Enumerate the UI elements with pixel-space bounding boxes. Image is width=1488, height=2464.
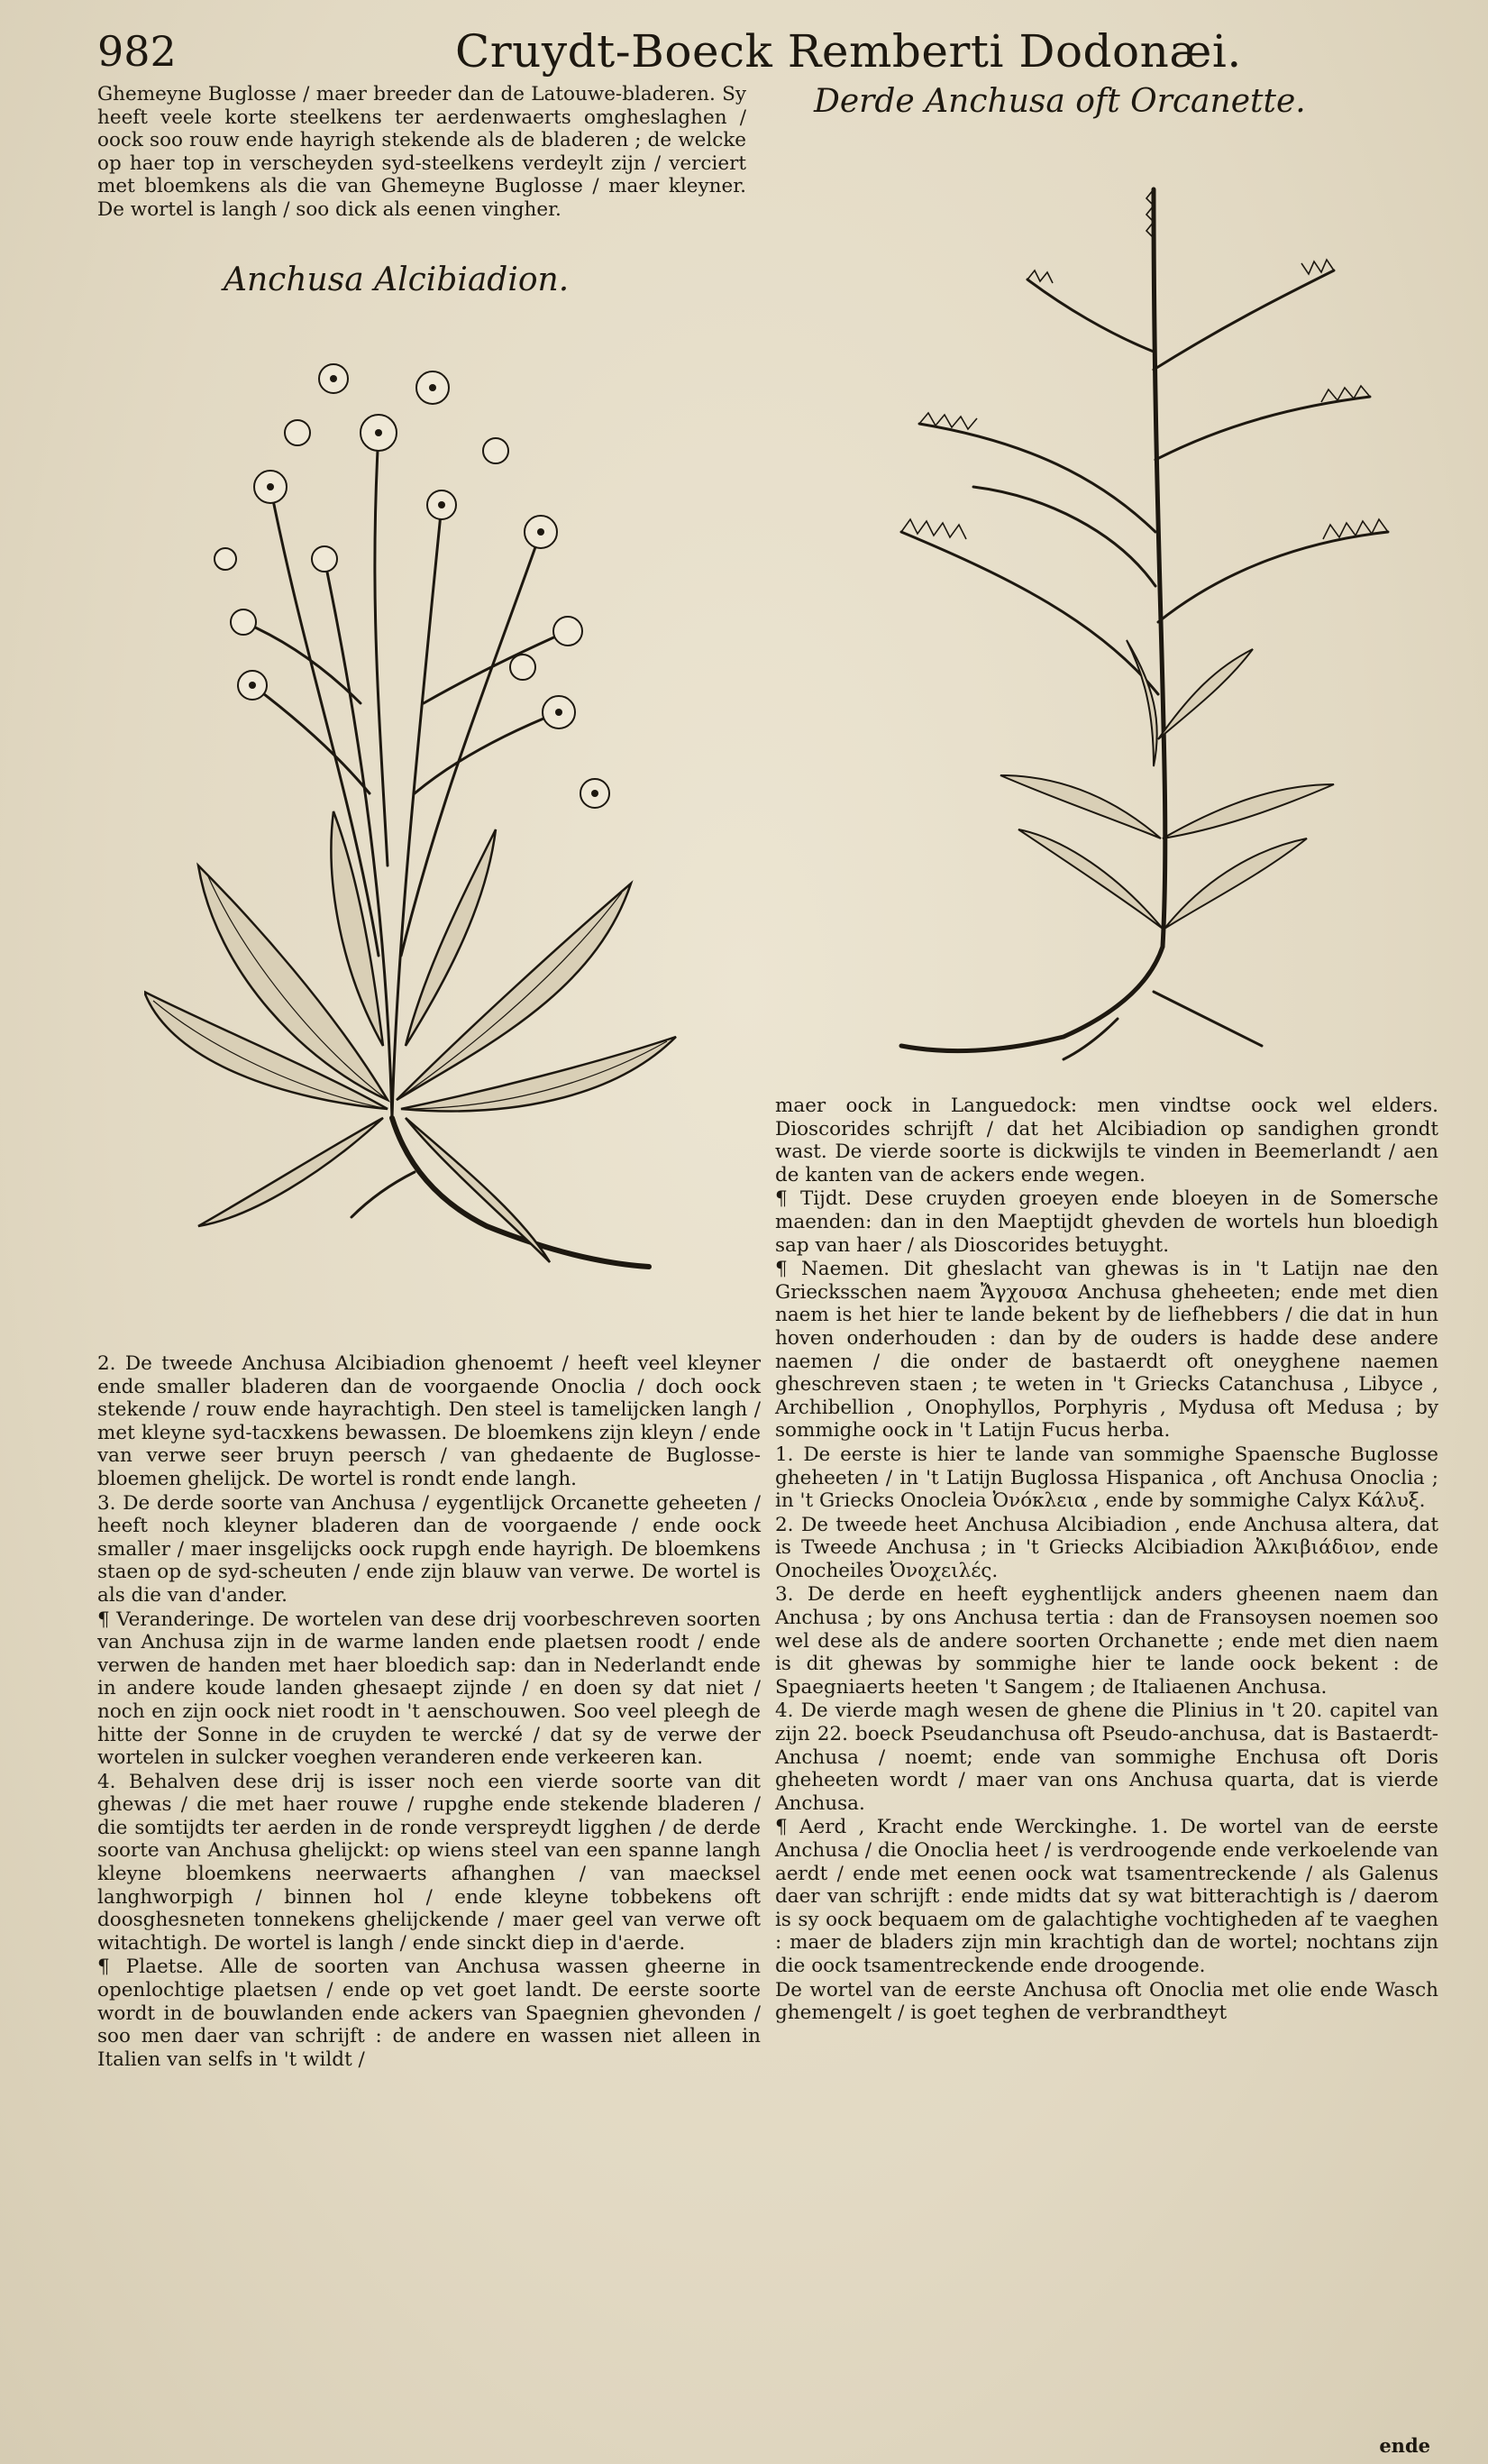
paragraph: ¶ Aerd , Kracht ende Werckinghe. 1. De wortel van de eerste Anchusa / die Onoclia heet / is verdroogende ende verkoelende van aerdt / ende met eenen oock wat tsamentreckende / als Galenus daer van schrijft : ende midts dat sy wat bitterachtigh is / daerom is sy oock bequaem om de galachtighe vochtigheden af te vaeghen : maer de bladers zijn min krachtigh dan de wortel; nochtans zijn die oock tsamentreckende ende droogende.: [775, 1816, 1438, 1977]
paragraph: 3. De derde soorte van Anchusa / eygentlijck Orcanette geheeten / heeft noch kleyner bladeren dan de voorgaende / ende oock smaller / maer insgelijcks oock rupgh ende hayrigh. De bloemkens staen op de syd-scheuten / ende zijn blauw van verwe. De wortel is als die van d'ander.: [97, 1491, 761, 1607]
figure-title-derde-anchusa: Derde Anchusa oft Orcanette.: [814, 83, 1306, 120]
paragraph: De wortel van de eerste Anchusa oft Onoclia met olie ende Wasch ghemengelt / is goet teghen de verbrandtheyt: [775, 1978, 1438, 2025]
left-column-top-text: [97, 83, 746, 222]
paragraph: 3. De derde en heeft eyghentlijck anders gheenen naem dan Anchusa ; by ons Anchusa tertia : dan de Fransoysen noemen soo wel dese als de andere soorten Orchanette ; ende met dien naem is dit ghewas by sommighe hier te lande oock bekent : de Spaegniaerts heeten 't Sangem ; de Italiaenen Anchusa.: [775, 1583, 1438, 1699]
woodcut-derde-anchusa: [883, 153, 1406, 1064]
paragraph: ¶ Veranderinge. De wortelen van dese drij voorbeschreven soorten van Anchusa zijn in de warme landen ende plaetsen roodt / ende verwen de handen met haer bloedich sap: dan in Nederlandt ende in andere koude landen ghesaept zijnde / en doen sy dat niet / noch en zijn oock niet roodt in 't aenschouwen. Soo veel pleegh de hitte der Sonne in de cruyden te wercké / dat sy de verwe der wortelen in sulcker voeghen veranderen ende verkeeren kan.: [97, 1608, 761, 1770]
paragraph: ¶ Naemen. Dit gheslacht van ghewas is in 't Latijn nae den Griecksschen naem Ἄγχουσα Anchusa gheheeten; ende met dien naem is het hier te lande bekent by de liefhebbers / die dat in hun hoven onderhouden : dan by de ouders is hadde dese andere naemen / die onder de bastaerdt oft oneyghene naemen gheschreven staen ; te weten in 't Griecks Catanchusa , Libyce , Archibellion , Onophyllos, Porphyris , Mydusa oft Medusa ; by sommighe oock in 't Latijn Fucus herba.: [775, 1258, 1438, 1443]
catchword: ende: [1379, 2434, 1430, 2457]
plant-illustration-right: [883, 153, 1406, 1064]
plant-illustration-left: [144, 325, 685, 1334]
paragraph: maer oock in Languedock: men vindtse oock wel elders. Dioscorides schrijft / dat het Alcibiadion op sandighen grondt wast. De vierde soorte is dickwijls te vinden in Beemerlandt / aen de kanten van de ackers ende wegen.: [775, 1095, 1438, 1186]
paragraph: 1. De eerste is hier te lande van sommighe Spaensche Buglosse gheheeten / in 't Latijn Buglossa Hispanica , oft Anchusa Onoclia ; in 't Griecks Onocleia Ὀνόκλεια , ende by sommighe Calyx Κάλυξ.: [775, 1443, 1438, 1513]
paragraph: ¶ Plaetse. Alle de soorten van Anchusa wassen gheerne in openlochtige plaetsen / ende op vet goet landt. De eerste soorte wordt in de bouwlanden ende ackers van Spaegnien ghevonden / soo men daer van schrijft : de andere en wassen niet alleen in Italien van selfs in 't wildt /: [97, 1956, 761, 2071]
woodcut-anchusa-alcibiadion: [144, 325, 685, 1334]
paragraph: 2. De tweede Anchusa Alcibiadion ghenoemt / heeft veel kleyner ende smaller bladeren dan de voorgaende Onoclia / doch oock stekende / rouw ende hayrachtigh. Den steel is tamelijcken langh / met kleyne syd-tacxkens bewassen. De bloemkens zijn kleyn / ende van verwe seer bruyn peersch / van ghedaente de Buglosse-bloemen ghelijck. De wortel is rondt ende langh.: [97, 1352, 761, 1490]
right-column-text: [775, 1095, 1438, 2025]
paragraph: Ghemeyne Buglosse / maer breeder dan de Latouwe-bladeren. Sy heeft veele korte steelkens ter aerdenwaerts omgheslaghen / oock soo rouw ende hayrigh stekende als de bladeren ; de welcke op haer top in verscheyden syd-steelkens verdeylt zijn / verciert met bloemkens als die van Ghemeyne Buglosse / maer kleyner. De wortel is langh / soo dick als eenen vingher.: [97, 83, 746, 221]
running-title: Cruydt-Boeck Remberti Dodonæi.: [455, 25, 1242, 78]
left-column-bottom-text: [97, 1352, 761, 2071]
paragraph: 4. Behalven dese drij is isser noch een vierde soorte van dit ghewas / die met haer rouwe / rupghe ende stekende bladeren / die somtijdts ter aerden in de ronde verspreydt ligghen / de derde soorte van Anchusa ghelijckt: op wiens steel van een spanne langh kleyne bloemkens neerwaerts afhanghen / van maecksel langhworpigh / binnen hol / ende kleyne tobbekens oft doosghesneten tonnekens ghelijckende / maer geel van verwe oft witachtigh. De wortel is langh / ende sinckt diep in d'aerde.: [97, 1770, 761, 1955]
page-number: 982: [97, 27, 177, 76]
paragraph: ¶ Tijdt. Dese cruyden groeyen ende bloeyen in de Somersche maenden: dan in den Maeptijdt ghevden de wortels hun bloedigh sap van haer / als Dioscorides betuyght.: [775, 1187, 1438, 1257]
paragraph: 2. De tweede heet Anchusa Alcibiadion , ende Anchusa altera, dat is Tweede Anchusa ; in 't Griecks Alcibiadion Ἀλκιβιάδιον, ende Onocheiles Ὀνοχειλές.: [775, 1513, 1438, 1582]
figure-title-anchusa-alcibiadion: Anchusa Alcibiadion.: [224, 261, 570, 298]
paragraph: 4. De vierde magh wesen de ghene die Plinius in 't 20. capitel van zijn 22. boeck Pseudanchusa oft Pseudo-anchusa, dat is Bastaerdt-Anchusa / noemt; ende van sommighe Enchusa oft Doris gheheeten wordt / maer van ons Anchusa quarta, dat is vierde Anchusa.: [775, 1699, 1438, 1815]
